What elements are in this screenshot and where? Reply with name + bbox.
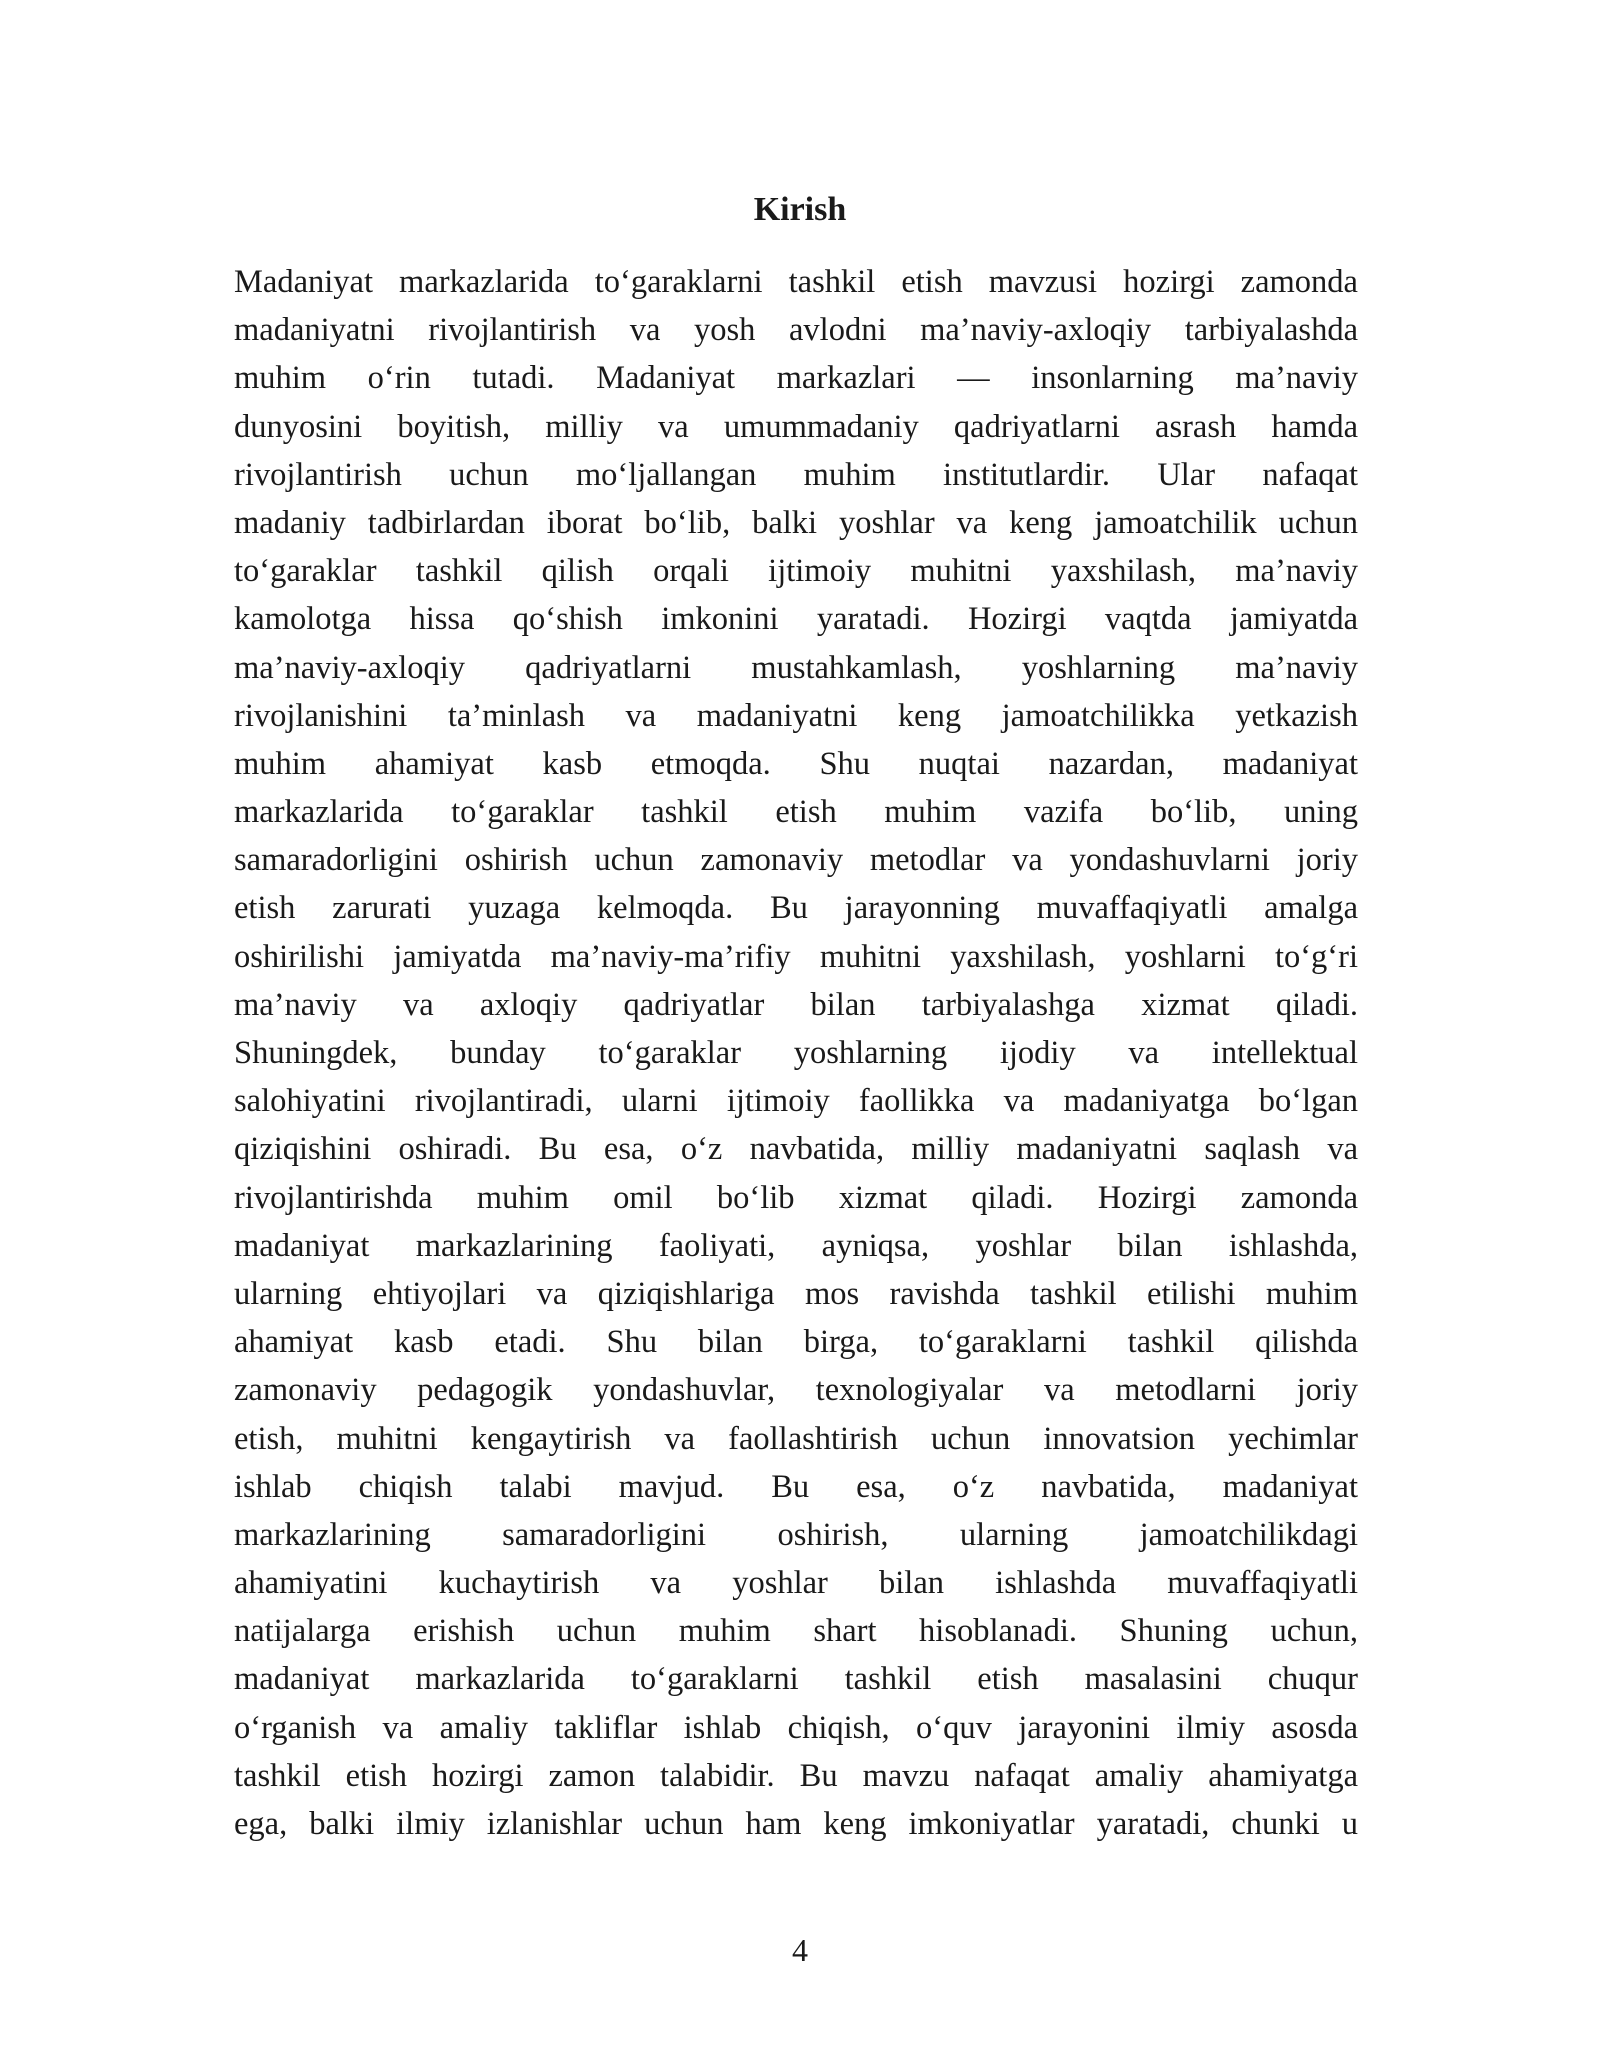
text-line: Shuningdek, bunday to‘garaklar yoshlarning ijodiy va intellektual: [234, 1035, 1358, 1071]
text-line: rivojlantirish uchun mo‘ljallangan muhim institutlardir. Ular nafaqat: [234, 456, 1358, 493]
text-line: madaniyat markazlarida to‘garaklarni tashkil etish masalasini chuqur: [234, 1661, 1358, 1698]
text-line: ahamiyat kasb etadi. Shu bilan birga, to‘garaklarni tashkil qilishda: [234, 1324, 1358, 1361]
text-line: muhim o‘rin tutadi. Madaniyat markazlari — insonlarning ma’naviy: [234, 360, 1358, 397]
text-line: salohiyatini rivojlantiradi, ularni ijtimoiy faollikka va madaniyatga bo‘lgan: [234, 1083, 1358, 1120]
text-line: muhim ahamiyat kasb etmoqda. Shu nuqtai nazardan, madaniyat: [234, 745, 1358, 782]
text-line: rivojlantirishda muhim omil bo‘lib xizmat qiladi. Hozirgi zamonda: [234, 1179, 1358, 1216]
text-line: markazlarining samaradorligini oshirish, ularning jamoatchilikdagi: [234, 1516, 1358, 1553]
text-line: o‘rganish va amaliy takliflar ishlab chiqish, o‘quv jarayonini ilmiy asosda: [234, 1709, 1358, 1746]
section-heading: Kirish: [753, 191, 847, 228]
text-line: zamonaviy pedagogik yondashuvlar, texnologiyalar va metodlarni joriy: [234, 1372, 1358, 1409]
page-number: 4: [792, 1932, 808, 1968]
text-line: ma’naviy va axloqiy qadriyatlar bilan tarbiyalashga xizmat qiladi.: [234, 986, 1358, 1023]
text-line: Madaniyat markazlarida to‘garaklarni tashkil etish mavzusi hozirgi zamonda: [234, 264, 1358, 300]
text-line: ishlab chiqish talabi mavjud. Bu esa, o‘z navbatida, madaniyat: [234, 1468, 1358, 1505]
text-line: samaradorligini oshirish uchun zamonaviy metodlar va yondashuvlarni joriy: [234, 842, 1358, 879]
text-line: natijalarga erishish uchun muhim shart hisoblanadi. Shuning uchun,: [234, 1613, 1358, 1650]
text-line: to‘garaklar tashkil qilish orqali ijtimoiy muhitni yaxshilash, ma’naviy: [234, 553, 1358, 590]
text-line: ularning ehtiyojlari va qiziqishlariga mos ravishda tashkil etilishi muhim: [234, 1275, 1358, 1312]
text-line: madaniyatni rivojlantirish va yosh avlodni ma’naviy-axloqiy tarbiyalashda: [234, 312, 1358, 349]
body-paragraph: [234, 258, 1358, 1848]
text-line: ma’naviy-axloqiy qadriyatlarni mustahkamlash, yoshlarning ma’naviy: [234, 649, 1358, 686]
text-line: markazlarida to‘garaklar tashkil etish muhim vazifa bo‘lib, uning: [234, 794, 1358, 831]
text-line: qiziqishini oshiradi. Bu esa, o‘z navbatida, milliy madaniyatni saqlash va: [234, 1131, 1358, 1168]
text-line: ega, balki ilmiy izlanishlar uchun ham keng imkoniyatlar yaratadi, chunki u: [234, 1806, 1358, 1842]
text-line: etish zarurati yuzaga kelmoqda. Bu jarayonning muvaffaqiyatli amalga: [234, 890, 1358, 927]
text-line: madaniyat markazlarining faoliyati, ayniqsa, yoshlar bilan ishlashda,: [234, 1227, 1358, 1264]
text-line: tashkil etish hozirgi zamon talabidir. Bu mavzu nafaqat amaliy ahamiyatga: [234, 1757, 1358, 1794]
text-line: rivojlanishini ta’minlash va madaniyatni keng jamoatchilikka yetkazish: [234, 697, 1358, 734]
text-line: dunyosini boyitish, milliy va umummadaniy qadriyatlarni asrash hamda: [234, 408, 1358, 445]
text-line: etish, muhitni kengaytirish va faollashtirish uchun innovatsion yechimlar: [234, 1420, 1358, 1457]
text-line: madaniy tadbirlardan iborat bo‘lib, balki yoshlar va keng jamoatchilik uchun: [234, 504, 1358, 541]
text-line: ahamiyatini kuchaytirish va yoshlar bilan ishlashda muvaffaqiyatli: [234, 1565, 1358, 1602]
text-line: kamolotga hissa qo‘shish imkonini yaratadi. Hozirgi vaqtda jamiyatda: [234, 601, 1358, 638]
text-line: oshirilishi jamiyatda ma’naviy-ma’rifiy muhitni yaxshilash, yoshlarni to‘g‘ri: [234, 938, 1358, 975]
